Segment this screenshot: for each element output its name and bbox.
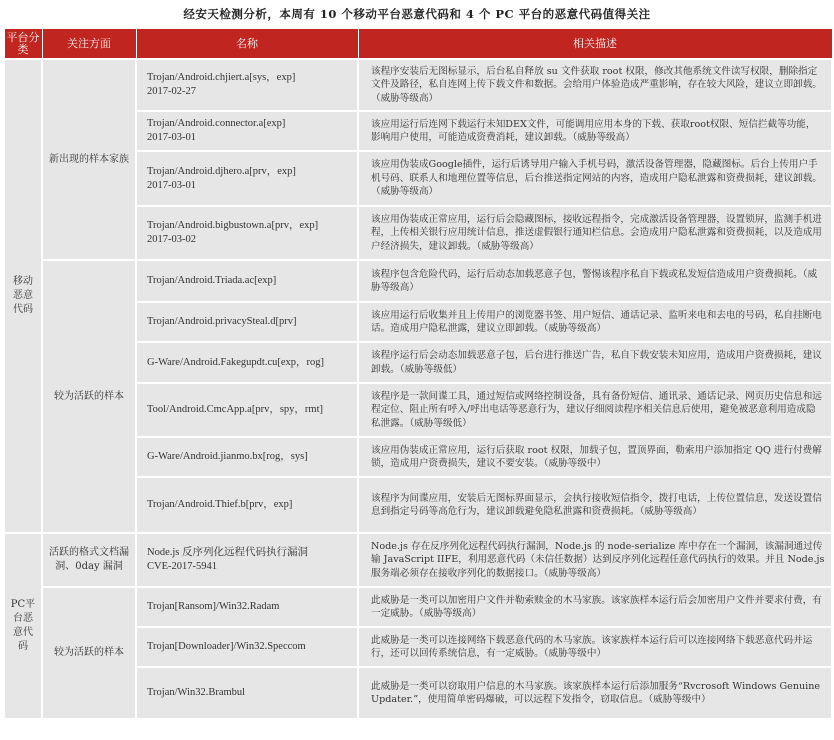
sample-name-cell (136, 206, 358, 260)
sample-date: 2017-02-27 (147, 86, 196, 97)
group-label: 较为活跃的样本 (42, 587, 136, 719)
group-label: 活跃的格式文档漏洞、0day 漏洞 (42, 533, 136, 587)
table-row (4, 260, 832, 302)
sample-name: Trojan/Android.Triada.ac[exp] (136, 260, 358, 302)
sample-name: Tool/Android.CmcApp.a[prv，spy，rmt] (136, 383, 358, 437)
sample-desc: 该应用伪装成正常应用，运行后会隐藏图标，接收远程指令，完成激活设备管理器，设置锁屏，监测手机进程，上传相关银行应用统计信息，推送虚假银行通知栏信息。会造成用户隐私泄露和资费损耗，以及造成用户经济损失，建议卸载。（威胁等级高） (358, 206, 832, 260)
sample-desc: 该程序安装后无图标显示，后台私自释放 su 文件获取 root 权限，修改其他系统文件读写权限，删除指定文件及路径，私自连网上传下载文件和数据。会给用户体验造成严重影响，存在较大风险，建议立即卸载。（威胁等级高） (358, 59, 832, 111)
sample-name-cell (136, 533, 358, 587)
sample-name: Trojan/Android.chjiert.a[sys，exp] (147, 72, 296, 83)
sample-date: CVE-2017-5941 (147, 561, 217, 572)
platform-label: PC平台恶意代码 (10, 599, 36, 652)
sample-name: Trojan/Win32.Brambul (136, 667, 358, 719)
sample-name: G-Ware/Android.jianmo.bx[rog，sys] (136, 437, 358, 477)
sample-name: Node.js 反序列化远程代码执行漏洞 (147, 547, 308, 558)
header-focus: 关注方面 (42, 29, 136, 60)
sample-name: Trojan/Android.Thief.b[prv，exp] (136, 477, 358, 533)
sample-desc: Node.js 存在反序列化远程代码执行漏洞，Node.js 的 node-serialize 库中存在一个漏洞，该漏洞通过传输 JavaScript IIFE，利用恶意代码（未信任数据）达到反序列化远程任意代码执行的效果。并且 Node.js 服务端必须存在接收序列化的数据接口。（威胁等级高） (358, 533, 832, 587)
sample-name-cell (136, 151, 358, 206)
sample-desc: 该程序是一款间谍工具，通过短信或网络控制设备，具有备份短信、通讯录、通话记录、网页历史信息和远程定位、阻止所有呼入/呼出电话等恶意行为，建议仔细阅读程序相关信息后使用，避免被恶意利用造成隐私泄露。（威胁等级低） (358, 383, 832, 437)
threat-table (3, 28, 833, 720)
header-platform: 平台分类 (4, 29, 42, 60)
platform-cell-mobile (4, 59, 42, 533)
table-row (4, 587, 832, 627)
group-label: 较为活跃的样本 (42, 260, 136, 533)
platform-cell-pc (4, 533, 42, 719)
sample-name-cell (136, 111, 358, 151)
sample-desc: 此威胁是一类可以加密用户文件并勒索赎金的木马家族。该家族样本运行后会加密用户文件并要求付费，有一定威胁。（威胁等级高） (358, 587, 832, 627)
sample-desc: 该程序运行后会动态加载恶意子包，后台进行推送广告，私自下载安装未知应用，造成用户资费损耗，建议卸载。（威胁等级低） (358, 342, 832, 383)
sample-date: 2017-03-02 (147, 234, 196, 245)
header-row (4, 29, 832, 60)
group-label: 新出现的样本家族 (42, 59, 136, 260)
sample-desc: 该应用运行后收集并且上传用户的浏览器书签、用户短信、通话记录、监听来电和去电的号码，私自挂断电话。造成用户隐私泄露，建议立即卸载。（威胁等级高） (358, 302, 832, 342)
sample-name-cell (136, 59, 358, 111)
sample-desc: 该应用运行后连网下载运行未知DEX文件，可能调用应用本身的下载、获取root权限、短信拦截等功能，影响用户使用，可能造成资费消耗，建议卸载。（威胁等级高） (358, 111, 832, 151)
sample-desc: 该应用伪装成Google插件，运行后诱导用户输入手机号码，激活设备管理器，隐藏图标。后台上传用户手机号码、联系人和地理位置等信息，后台推送指定网站的内容，造成用户隐私泄露和资费损耗，建议卸载。（威胁等级高） (358, 151, 832, 206)
sample-name: Trojan/Android.connector.a[exp] (147, 118, 286, 129)
sample-date: 2017-03-01 (147, 179, 196, 191)
sample-date: 2017-03-01 (147, 132, 196, 143)
sample-desc: 此威胁是一类可以窃取用户信息的木马家族。该家族样本运行后添加服务“Rvcrosoft Windows Genuine Updater.”，使用简单密码爆破，可以远程下发指令，窃取信息。（威胁等级中） (358, 667, 832, 719)
sample-name: Trojan/Android.bigbustown.a[prv，exp] (147, 220, 319, 231)
sample-name: G-Ware/Android.Fakegupdt.cu[exp，rog] (136, 342, 358, 383)
header-desc: 相关描述 (358, 29, 832, 60)
sample-desc: 该应用伪装成正常应用，运行后获取 root 权限，加载子包，置顶界面，勒索用户添加指定 QQ 进行付费解锁，造成用户资费损失，建议不要安装。（威胁等级中） (358, 437, 832, 477)
sample-name: Trojan/Android.djhero.a[prv，exp] (147, 165, 296, 177)
platform-label: 移动恶意代码 (13, 276, 33, 315)
sample-desc: 此威胁是一类可以连接网络下载恶意代码的木马家族。该家族样本运行后可以连接网络下载恶意代码并运行，还可以回传系统信息，有一定威胁。（威胁等级中） (358, 627, 832, 667)
table-row (4, 533, 832, 587)
table-row (4, 59, 832, 111)
sample-desc: 该程序为间谍应用，安装后无图标界面显示，会执行接收短信指令，拨打电话，上传位置信息，发送设置信息到指定号码等高危行为，建议卸载避免隐私泄露和资费损耗。（威胁等级高） (358, 477, 832, 533)
sample-name: Trojan/Android.privacySteal.d[prv] (136, 302, 358, 342)
sample-name: Trojan[Ransom]/Win32.Radam (136, 587, 358, 627)
header-name: 名称 (136, 29, 358, 60)
sample-desc: 该程序包含危险代码，运行后动态加载恶意子包，警惕该程序私自下载或私发短信造成用户资费损耗。（威胁等级高） (358, 260, 832, 302)
sample-name: Trojan[Downloader]/Win32.Speccom (136, 627, 358, 667)
table-caption: 经安天检测分析，本周有 10 个移动平台恶意代码和 4 个 PC 平台的恶意代码值得关注 (183, 7, 651, 21)
